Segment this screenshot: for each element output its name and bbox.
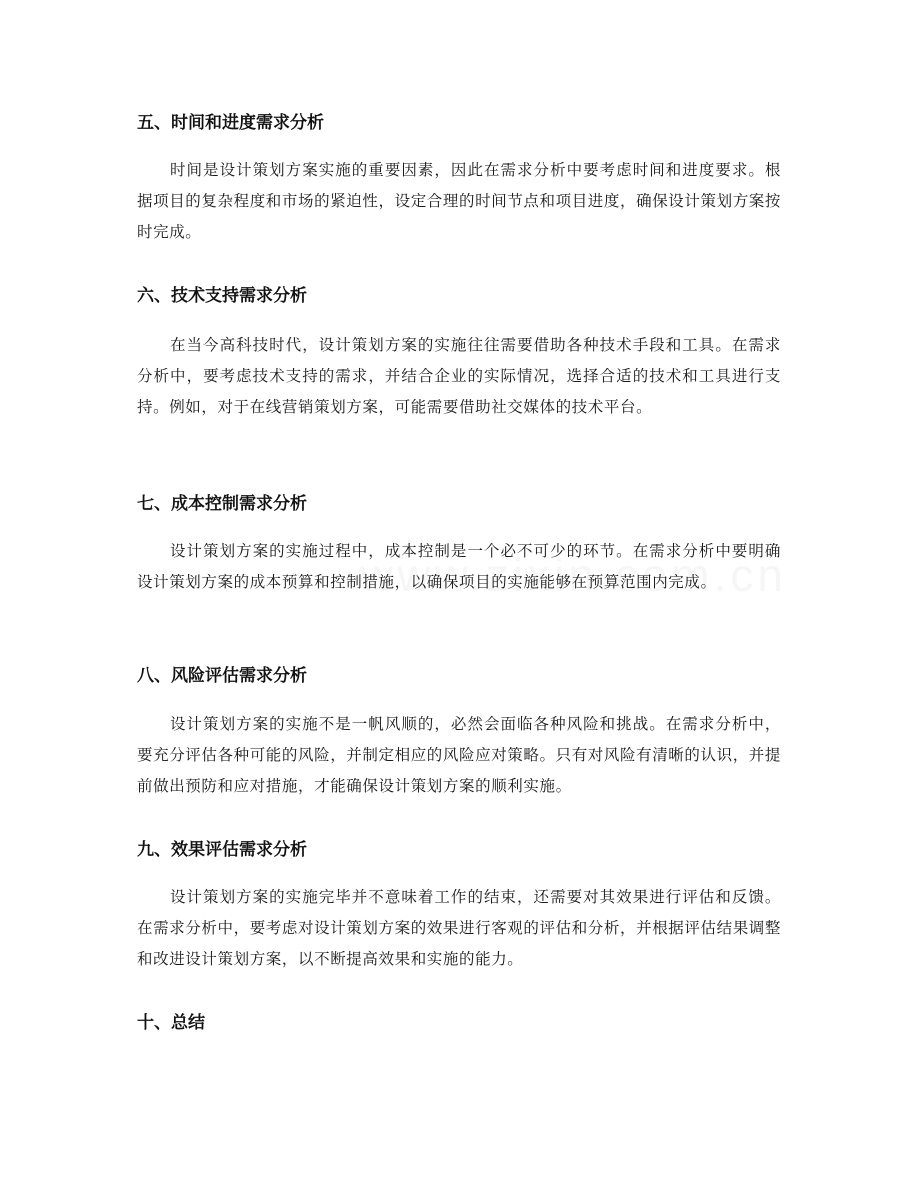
section-heading: 七、成本控制需求分析 bbox=[137, 494, 307, 514]
section-heading: 五、时间和进度需求分析 bbox=[137, 113, 324, 133]
section-heading: 九、效果评估需求分析 bbox=[137, 840, 307, 860]
section-paragraph: 设计策划方案的实施不是一帆风顺的，必然会面临各种风险和挑战。在需求分析中，要充分评估各种可能的风险，并制定相应的风险应对策略。只有对风险有清晰的认识，并提前做出预防和应对措施，才能确保设计策划方案的顺利实施。 bbox=[137, 715, 782, 795]
section-heading: 十、总结 bbox=[137, 1013, 205, 1033]
section-paragraph: 在当今高科技时代，设计策划方案的实施往往需要借助各种技术手段和工具。在需求分析中，要考虑技术支持的需求，并结合企业的实际情况，选择合适的技术和工具进行支持。例如，对于在线营销策划方案，可能需要借助社交媒体的技术平台。 bbox=[137, 336, 781, 416]
section-paragraph: 设计策划方案的实施过程中，成本控制是一个必不可少的环节。在需求分析中要明确设计策划方案的成本预算和控制措施，以确保项目的实施能够在预算范围内完成。 bbox=[137, 542, 781, 591]
section-paragraph: 设计策划方案的实施完毕并不意味着工作的结束，还需要对其效果进行评估和反馈。在需求分析中，要考虑对设计策划方案的效果进行客观的评估和分析，并根据评估结果调整和改进设计策划方案，以不断提高效果和实施的能力。 bbox=[137, 888, 782, 968]
section-paragraph: 时间是设计策划方案实施的重要因素，因此在需求分析中要考虑时间和进度要求。根据项目的复杂程度和市场的紧迫性，设定合理的时间节点和项目进度，确保设计策划方案按时完成。 bbox=[137, 161, 782, 241]
section-heading: 六、技术支持需求分析 bbox=[137, 286, 307, 306]
section-heading: 八、风险评估需求分析 bbox=[137, 666, 307, 686]
